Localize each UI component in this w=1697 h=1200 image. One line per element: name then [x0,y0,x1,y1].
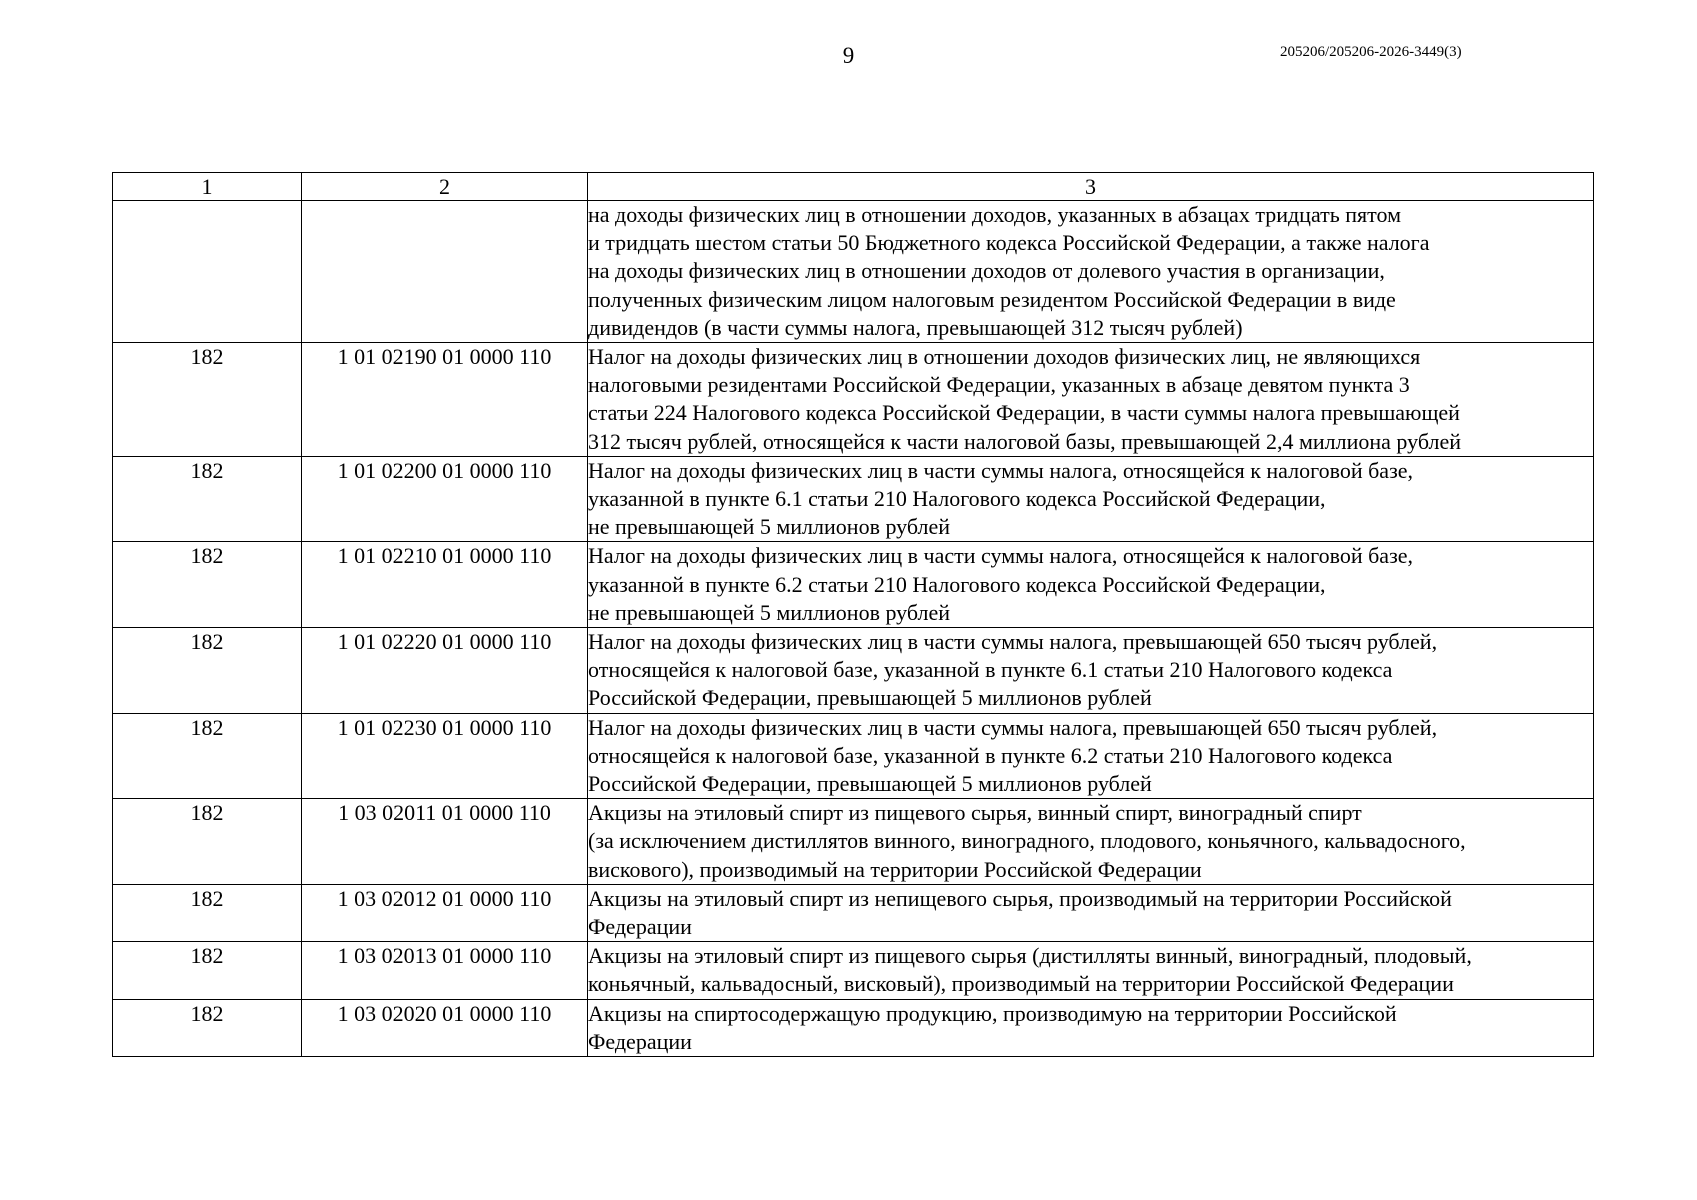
income-name-cell [588,628,1594,714]
income-name-line: Акцизы на спиртосодержащую продукцию, производимую на территории Российской [588,1000,1397,1026]
income-name-line: вискового), производимый на территории Российской Федерации [588,856,1202,882]
income-name-line: Российской Федерации, превышающей 5 миллионов рублей [588,685,1152,711]
income-name-cell [588,343,1594,457]
table-row [113,542,1594,628]
income-name-line: Федерации [588,1028,692,1054]
table-row [113,343,1594,457]
budget-code-cell: 1 03 02012 01 0000 110 [302,884,588,941]
income-name-line: Налог на доходы физических лиц в отношении доходов физических лиц, не являющихся [588,344,1421,370]
admin-code-cell: 182 [113,456,302,542]
income-name-line: относящейся к налоговой базе, указанной в пункте 6.2 статьи 210 Налогового кодекса [588,742,1393,768]
income-name-line: Федерации [588,914,692,940]
budget-code-cell: 1 01 02190 01 0000 110 [302,343,588,457]
table-row [113,942,1594,999]
column-header-2: 2 [302,173,588,201]
income-name-line: указанной в пункте 6.2 статьи 210 Налогового кодекса Российской Федерации, [588,571,1326,597]
table-row [113,628,1594,714]
income-name-cell [588,799,1594,885]
table-row [113,799,1594,885]
table-row [113,201,1594,343]
income-name-line: дивидендов (в части суммы налога, превышающей 312 тысяч рублей) [588,314,1243,340]
admin-code-cell: 182 [113,799,302,885]
income-name-line: Акцизы на этиловый спирт из пищевого сырья, винный спирт, виноградный спирт [588,800,1362,826]
admin-code-cell: 182 [113,999,302,1056]
income-name-line: на доходы физических лиц в отношении доходов, указанных в абзацах тридцать пятом [588,202,1402,227]
income-name-cell [588,542,1594,628]
budget-code-cell: 1 03 02011 01 0000 110 [302,799,588,885]
admin-code-cell: 182 [113,542,302,628]
admin-code-cell: 182 [113,713,302,799]
table-row [113,713,1594,799]
table-row [113,884,1594,941]
income-name-line: Акцизы на этиловый спирт из пищевого сырья (дистилляты винный, виноградный, плодовый, [588,943,1472,969]
income-name-line: и тридцать шестом статьи 50 Бюджетного кодекса Российской Федерации, а также налога [588,230,1430,256]
income-name-line: полученных физическим лицом налоговым резидентом Российской Федерации в виде [588,286,1396,312]
admin-code-cell: 182 [113,942,302,999]
income-name-line: относящейся к налоговой базе, указанной в пункте 6.1 статьи 210 Налогового кодекса [588,657,1393,683]
column-header-3: 3 [588,173,1594,201]
income-name-line: Российской Федерации, превышающей 5 миллионов рублей [588,771,1152,797]
budget-code-cell [302,201,588,343]
budget-code-cell: 1 01 02220 01 0000 110 [302,628,588,714]
income-name-line: не превышающей 5 миллионов рублей [588,514,951,540]
income-name-cell [588,456,1594,542]
admin-code-cell: 182 [113,628,302,714]
budget-code-cell: 1 03 02020 01 0000 110 [302,999,588,1056]
income-name-line: Налог на доходы физических лиц в части суммы налога, превышающей 650 тысяч рублей, [588,629,1438,655]
budget-code-cell: 1 01 02210 01 0000 110 [302,542,588,628]
admin-code-cell: 182 [113,343,302,457]
table-row [113,999,1594,1056]
income-name-cell [588,201,1594,343]
budget-code-cell: 1 01 02230 01 0000 110 [302,713,588,799]
budget-code-cell: 1 01 02200 01 0000 110 [302,456,588,542]
income-name-line: налоговыми резидентами Российской Федерации, указанных в абзаце девятом пункта 3 [588,372,1410,398]
income-name-line: Налог на доходы физических лиц в части суммы налога, относящейся к налоговой базе, [588,457,1414,483]
column-header-1: 1 [113,173,302,201]
income-name-line: 312 тысяч рублей, относящейся к части налоговой базы, превышающей 2,4 миллиона рублей [588,428,1461,454]
table-header-row [113,173,1594,201]
income-name-line: указанной в пункте 6.1 статьи 210 Налогового кодекса Российской Федерации, [588,486,1326,512]
income-name-line: на доходы физических лиц в отношении доходов от долевого участия в организации, [588,258,1385,284]
income-name-line: Акцизы на этиловый спирт из непищевого сырья, производимый на территории Российской [588,885,1452,911]
admin-code-cell [113,201,302,343]
income-name-cell [588,999,1594,1056]
income-name-line: (за исключением дистиллятов винного, виноградного, плодового, коньячного, кальвадосного, [588,828,1466,854]
income-name-line: Налог на доходы физических лиц в части суммы налога, относящейся к налоговой базе, [588,543,1414,569]
page-number: 9 [842,43,855,68]
document-code: 205206/205206-2026-3449(3) [1280,44,1462,60]
income-name-cell [588,713,1594,799]
income-name-line: коньячный, кальвадосный, висковый), производимый на территории Российской Федерации [588,971,1454,997]
table-row [113,456,1594,542]
income-name-cell [588,942,1594,999]
table-body [113,201,1594,1057]
income-name-line: не превышающей 5 миллионов рублей [588,599,951,625]
admin-code-cell: 182 [113,884,302,941]
income-name-cell [588,884,1594,941]
income-classification-table [112,172,1594,1057]
income-name-line: статьи 224 Налогового кодекса Российской Федерации, в части суммы налога превышающей [588,400,1460,426]
budget-code-cell: 1 03 02013 01 0000 110 [302,942,588,999]
income-name-line: Налог на доходы физических лиц в части суммы налога, превышающей 650 тысяч рублей, [588,714,1438,740]
